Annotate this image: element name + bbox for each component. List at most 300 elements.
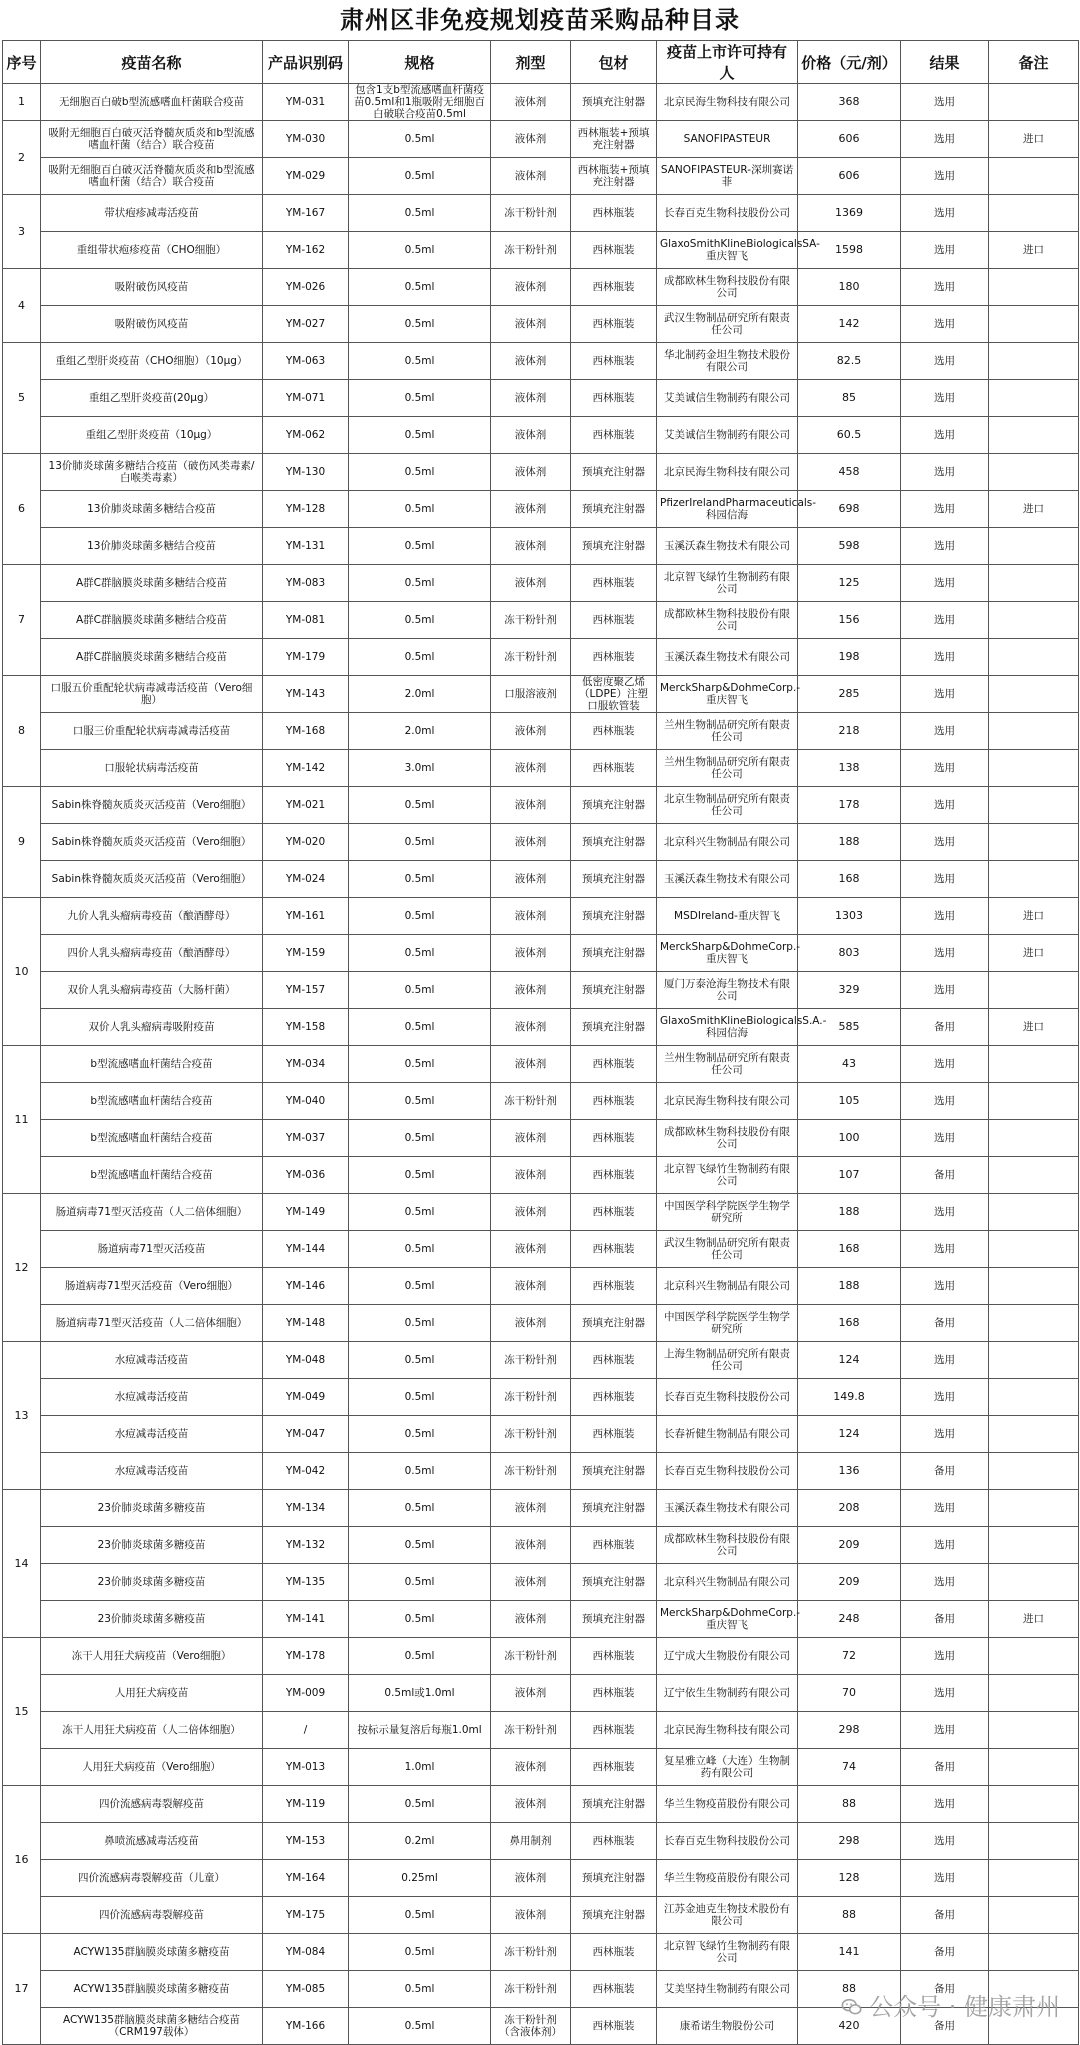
cell-license-holder: 长春百克生物科技股份公司 — [657, 195, 798, 232]
cell-product-code: YM-166 — [263, 2008, 349, 2045]
cell-vaccine-name: 人用狂犬病疫苗 — [41, 1675, 263, 1712]
cell-vaccine-name: ACYW135群脑膜炎球菌多糖结合疫苗（CRM197载体） — [41, 2008, 263, 2045]
cell-product-code: YM-132 — [263, 1527, 349, 1564]
table-row — [3, 1231, 1079, 1268]
cell-remark — [989, 1860, 1079, 1897]
cell-product-code: YM-071 — [263, 380, 349, 417]
cell-result: 选用 — [901, 121, 989, 158]
cell-packaging: 西林瓶装 — [571, 417, 657, 454]
table-row — [3, 750, 1079, 787]
cell-packaging: 预填充注射器 — [571, 1860, 657, 1897]
table-row — [3, 232, 1079, 269]
cell-dosage-form: 液体剂 — [491, 1490, 571, 1527]
cell-spec: 0.5ml — [349, 1786, 491, 1823]
cell-packaging: 预填充注射器 — [571, 861, 657, 898]
cell-packaging: 预填充注射器 — [571, 1897, 657, 1934]
table-row — [3, 1934, 1079, 1971]
cell-vaccine-name: 肠道病毒71型灭活疫苗（人二倍体细胞） — [41, 1194, 263, 1231]
cell-seq: 12 — [3, 1194, 41, 1342]
cell-price: 606 — [798, 158, 901, 195]
cell-packaging: 预填充注射器 — [571, 972, 657, 1009]
cell-dosage-form: 口服溶液剂 — [491, 676, 571, 713]
header-vaccine-name: 疫苗名称 — [41, 41, 263, 84]
cell-product-code: YM-164 — [263, 1860, 349, 1897]
cell-vaccine-name: 吸附破伤风疫苗 — [41, 306, 263, 343]
cell-remark — [989, 269, 1079, 306]
cell-dosage-form: 液体剂 — [491, 1268, 571, 1305]
cell-remark — [989, 454, 1079, 491]
cell-spec: 0.5ml — [349, 121, 491, 158]
cell-dosage-form: 液体剂 — [491, 1157, 571, 1194]
cell-result: 选用 — [901, 417, 989, 454]
cell-seq: 4 — [3, 269, 41, 343]
table-row — [3, 121, 1079, 158]
cell-price: 1598 — [798, 232, 901, 269]
cell-vaccine-name: 冻干人用狂犬病疫苗（人二倍体细胞） — [41, 1712, 263, 1749]
cell-remark — [989, 1268, 1079, 1305]
cell-spec: 0.5ml — [349, 454, 491, 491]
cell-product-code: YM-141 — [263, 1601, 349, 1638]
cell-license-holder: PfizerIrelandPharmaceuticals-科园信海 — [657, 491, 798, 528]
cell-spec: 0.5ml — [349, 1305, 491, 1342]
cell-result: 选用 — [901, 1120, 989, 1157]
cell-product-code: YM-084 — [263, 1934, 349, 1971]
cell-spec: 0.5ml — [349, 1601, 491, 1638]
cell-packaging: 预填充注射器 — [571, 528, 657, 565]
cell-dosage-form: 冻干粉针剂 — [491, 1453, 571, 1490]
table-row — [3, 1342, 1079, 1379]
watermark — [841, 1987, 1060, 2022]
table-row — [3, 343, 1079, 380]
cell-product-code: / — [263, 1712, 349, 1749]
cell-spec: 2.0ml — [349, 676, 491, 713]
table-row — [3, 1453, 1079, 1490]
cell-price: 298 — [798, 1712, 901, 1749]
cell-price: 248 — [798, 1601, 901, 1638]
cell-spec: 0.5ml或1.0ml — [349, 1675, 491, 1712]
cell-packaging: 西林瓶装 — [571, 1231, 657, 1268]
cell-result: 备用 — [901, 1009, 989, 1046]
cell-remark — [989, 565, 1079, 602]
cell-remark — [989, 972, 1079, 1009]
cell-result: 备用 — [901, 1601, 989, 1638]
table-row — [3, 1786, 1079, 1823]
table-row — [3, 454, 1079, 491]
cell-remark — [989, 1786, 1079, 1823]
cell-seq: 16 — [3, 1786, 41, 1934]
cell-price: 124 — [798, 1342, 901, 1379]
cell-dosage-form: 冻干粉针剂 — [491, 1971, 571, 2008]
cell-remark — [989, 195, 1079, 232]
cell-dosage-form: 冻干粉针剂 — [491, 1342, 571, 1379]
cell-remark — [989, 639, 1079, 676]
cell-product-code: YM-130 — [263, 454, 349, 491]
cell-vaccine-name: Sabin株脊髓灰质炎灭活疫苗（Vero细胞） — [41, 861, 263, 898]
cell-spec: 0.5ml — [349, 1934, 491, 1971]
cell-spec: 按标示量复溶后每瓶1.0ml — [349, 1712, 491, 1749]
cell-result: 备用 — [901, 2008, 989, 2045]
cell-product-code: YM-031 — [263, 84, 349, 121]
cell-product-code: YM-013 — [263, 1749, 349, 1786]
cell-price: 198 — [798, 639, 901, 676]
cell-product-code: YM-146 — [263, 1268, 349, 1305]
cell-price: 168 — [798, 1305, 901, 1342]
cell-dosage-form: 液体剂 — [491, 1046, 571, 1083]
cell-spec: 0.5ml — [349, 1971, 491, 2008]
cell-result: 选用 — [901, 1194, 989, 1231]
cell-license-holder: 武汉生物制品研究所有限责任公司 — [657, 1231, 798, 1268]
cell-result: 选用 — [901, 824, 989, 861]
cell-vaccine-name: 口服三价重配轮状病毒减毒活疫苗 — [41, 713, 263, 750]
cell-license-holder: 北京智飞绿竹生物制药有限公司 — [657, 565, 798, 602]
cell-spec: 0.5ml — [349, 602, 491, 639]
cell-price: 107 — [798, 1157, 901, 1194]
cell-remark: 进口 — [989, 1009, 1079, 1046]
cell-dosage-form: 液体剂 — [491, 121, 571, 158]
cell-result: 选用 — [901, 713, 989, 750]
cell-price: 168 — [798, 1231, 901, 1268]
cell-result: 选用 — [901, 639, 989, 676]
cell-remark: 进口 — [989, 232, 1079, 269]
cell-seq: 8 — [3, 676, 41, 787]
cell-license-holder: 北京科兴生物制品有限公司 — [657, 824, 798, 861]
cell-price: 458 — [798, 454, 901, 491]
cell-vaccine-name: 13价肺炎球菌多糖结合疫苗 — [41, 528, 263, 565]
cell-dosage-form: 冻干粉针剂 — [491, 1083, 571, 1120]
cell-remark — [989, 1416, 1079, 1453]
cell-license-holder: 兰州生物制品研究所有限责任公司 — [657, 750, 798, 787]
table-header-row — [3, 41, 1079, 84]
cell-result: 选用 — [901, 787, 989, 824]
table-row — [3, 972, 1079, 1009]
cell-seq: 11 — [3, 1046, 41, 1194]
cell-result: 选用 — [901, 1231, 989, 1268]
cell-seq: 1 — [3, 84, 41, 121]
cell-packaging: 西林瓶装 — [571, 1046, 657, 1083]
table-row — [3, 861, 1079, 898]
table-row — [3, 528, 1079, 565]
cell-product-code: YM-162 — [263, 232, 349, 269]
header-result: 结果 — [901, 41, 989, 84]
cell-price: 420 — [798, 2008, 901, 2045]
cell-remark — [989, 713, 1079, 750]
cell-license-holder: 辽宁成大生物股份有限公司 — [657, 1638, 798, 1675]
cell-result: 选用 — [901, 84, 989, 121]
cell-price: 88 — [798, 1897, 901, 1934]
cell-product-code: YM-024 — [263, 861, 349, 898]
cell-remark — [989, 1749, 1079, 1786]
cell-product-code: YM-179 — [263, 639, 349, 676]
cell-packaging: 预填充注射器 — [571, 454, 657, 491]
cell-packaging: 预填充注射器 — [571, 1786, 657, 1823]
table-row — [3, 195, 1079, 232]
cell-license-holder: 中国医学科学院医学生物学研究所 — [657, 1194, 798, 1231]
cell-result: 选用 — [901, 1712, 989, 1749]
cell-remark — [989, 861, 1079, 898]
table-row — [3, 1638, 1079, 1675]
cell-vaccine-name: 人用狂犬病疫苗（Vero细胞） — [41, 1749, 263, 1786]
cell-result: 备用 — [901, 1305, 989, 1342]
cell-vaccine-name: 23价肺炎球菌多糖疫苗 — [41, 1601, 263, 1638]
table-row — [3, 380, 1079, 417]
table-row — [3, 1749, 1079, 1786]
table-row — [3, 1305, 1079, 1342]
cell-packaging: 西林瓶装 — [571, 1823, 657, 1860]
header-seq: 序号 — [3, 41, 41, 84]
cell-dosage-form: 冻干粉针剂 — [491, 639, 571, 676]
table-row — [3, 565, 1079, 602]
cell-product-code: YM-158 — [263, 1009, 349, 1046]
cell-dosage-form: 冻干粉针剂 — [491, 195, 571, 232]
cell-result: 选用 — [901, 232, 989, 269]
cell-remark — [989, 1823, 1079, 1860]
cell-dosage-form: 液体剂 — [491, 84, 571, 121]
cell-packaging: 低密度聚乙烯（LDPE）注塑口服软管装 — [571, 676, 657, 713]
cell-packaging: 预填充注射器 — [571, 898, 657, 935]
cell-result: 选用 — [901, 306, 989, 343]
cell-vaccine-name: 23价肺炎球菌多糖疫苗 — [41, 1527, 263, 1564]
cell-product-code: YM-168 — [263, 713, 349, 750]
cell-price: 60.5 — [798, 417, 901, 454]
cell-dosage-form: 液体剂 — [491, 528, 571, 565]
cell-dosage-form: 液体剂 — [491, 158, 571, 195]
cell-vaccine-name: 肠道病毒71型灭活疫苗（Vero细胞） — [41, 1268, 263, 1305]
cell-spec: 0.5ml — [349, 565, 491, 602]
cell-spec: 0.5ml — [349, 343, 491, 380]
cell-license-holder: 北京生物制品研究所有限责任公司 — [657, 787, 798, 824]
cell-packaging: 西林瓶装 — [571, 1416, 657, 1453]
cell-product-code: YM-037 — [263, 1120, 349, 1157]
cell-price: 72 — [798, 1638, 901, 1675]
cell-price: 1303 — [798, 898, 901, 935]
cell-packaging: 西林瓶装 — [571, 639, 657, 676]
cell-dosage-form: 液体剂 — [491, 454, 571, 491]
cell-license-holder: 北京民海生物科技有限公司 — [657, 1712, 798, 1749]
cell-dosage-form: 液体剂 — [491, 935, 571, 972]
cell-vaccine-name: b型流感嗜血杆菌结合疫苗 — [41, 1157, 263, 1194]
cell-product-code: YM-143 — [263, 676, 349, 713]
cell-spec: 0.5ml — [349, 380, 491, 417]
table-row — [3, 306, 1079, 343]
cell-seq: 6 — [3, 454, 41, 565]
cell-price: 105 — [798, 1083, 901, 1120]
cell-result: 选用 — [901, 565, 989, 602]
cell-remark: 进口 — [989, 1601, 1079, 1638]
cell-packaging: 西林瓶装 — [571, 380, 657, 417]
header-remark: 备注 — [989, 41, 1079, 84]
cell-dosage-form: 冻干粉针剂（含液体剂） — [491, 2008, 571, 2045]
cell-product-code: YM-030 — [263, 121, 349, 158]
cell-vaccine-name: 四价流感病毒裂解疫苗 — [41, 1786, 263, 1823]
cell-spec: 0.5ml — [349, 1490, 491, 1527]
cell-result: 选用 — [901, 1786, 989, 1823]
cell-spec: 0.5ml — [349, 1453, 491, 1490]
cell-price: 70 — [798, 1675, 901, 1712]
cell-result: 备用 — [901, 1897, 989, 1934]
cell-vaccine-name: 吸附无细胞百白破灭活脊髓灰质炎和b型流感嗜血杆菌（结合）联合疫苗 — [41, 121, 263, 158]
cell-product-code: YM-131 — [263, 528, 349, 565]
cell-spec: 0.5ml — [349, 1638, 491, 1675]
cell-dosage-form: 液体剂 — [491, 491, 571, 528]
cell-product-code: YM-159 — [263, 935, 349, 972]
table-row — [3, 1897, 1079, 1934]
cell-license-holder: 成都欧林生物科技股份有限公司 — [657, 1527, 798, 1564]
cell-product-code: YM-042 — [263, 1453, 349, 1490]
cell-spec: 0.5ml — [349, 1416, 491, 1453]
table-row — [3, 1527, 1079, 1564]
cell-remark — [989, 750, 1079, 787]
cell-vaccine-name: 肠道病毒71型灭活疫苗 — [41, 1231, 263, 1268]
vaccine-table — [2, 40, 1079, 2045]
table-row — [3, 1601, 1079, 1638]
cell-remark — [989, 1638, 1079, 1675]
cell-price: 128 — [798, 1860, 901, 1897]
cell-vaccine-name: 无细胞百白破b型流感嗜血杆菌联合疫苗 — [41, 84, 263, 121]
cell-dosage-form: 冻干粉针剂 — [491, 1712, 571, 1749]
cell-result: 选用 — [901, 343, 989, 380]
cell-remark — [989, 824, 1079, 861]
cell-license-holder: 北京民海生物科技有限公司 — [657, 454, 798, 491]
cell-spec: 0.5ml — [349, 1897, 491, 1934]
header-license-holder: 疫苗上市许可持有人 — [657, 41, 798, 84]
cell-price: 585 — [798, 1009, 901, 1046]
cell-result: 选用 — [901, 1638, 989, 1675]
cell-vaccine-name: A群C群脑膜炎球菌多糖结合疫苗 — [41, 639, 263, 676]
cell-product-code: YM-048 — [263, 1342, 349, 1379]
table-row — [3, 1120, 1079, 1157]
cell-vaccine-name: 23价肺炎球菌多糖疫苗 — [41, 1490, 263, 1527]
cell-packaging: 预填充注射器 — [571, 824, 657, 861]
cell-remark — [989, 1379, 1079, 1416]
cell-price: 149.8 — [798, 1379, 901, 1416]
cell-spec: 0.5ml — [349, 1194, 491, 1231]
cell-spec: 3.0ml — [349, 750, 491, 787]
cell-spec: 0.5ml — [349, 824, 491, 861]
cell-remark — [989, 602, 1079, 639]
cell-product-code: YM-144 — [263, 1231, 349, 1268]
cell-dosage-form: 液体剂 — [491, 1305, 571, 1342]
cell-dosage-form: 液体剂 — [491, 1897, 571, 1934]
cell-packaging: 西林瓶装 — [571, 1194, 657, 1231]
table-row — [3, 602, 1079, 639]
cell-packaging: 预填充注射器 — [571, 1601, 657, 1638]
cell-license-holder: 玉溪沃森生物技术有限公司 — [657, 1490, 798, 1527]
cell-remark — [989, 1342, 1079, 1379]
cell-license-holder: MerckSharp&DohmeCorp.-重庆智飞 — [657, 676, 798, 713]
cell-remark — [989, 528, 1079, 565]
cell-result: 备用 — [901, 1749, 989, 1786]
cell-price: 803 — [798, 935, 901, 972]
cell-packaging: 预填充注射器 — [571, 935, 657, 972]
cell-license-holder: SANOFIPASTEUR — [657, 121, 798, 158]
watermark-text: 公众号 · 健康肃州 — [869, 1993, 1060, 2021]
cell-dosage-form: 冻干粉针剂 — [491, 1638, 571, 1675]
cell-product-code: YM-081 — [263, 602, 349, 639]
cell-spec: 0.5ml — [349, 528, 491, 565]
cell-license-holder: 艾美诚信生物制药有限公司 — [657, 417, 798, 454]
cell-result: 选用 — [901, 1564, 989, 1601]
cell-remark — [989, 1120, 1079, 1157]
cell-spec: 0.5ml — [349, 861, 491, 898]
cell-price: 329 — [798, 972, 901, 1009]
cell-packaging: 西林瓶装 — [571, 1379, 657, 1416]
cell-spec: 0.5ml — [349, 1527, 491, 1564]
header-spec: 规格 — [349, 41, 491, 84]
cell-packaging: 西林瓶装 — [571, 1638, 657, 1675]
cell-packaging: 西林瓶装+预填充注射器 — [571, 158, 657, 195]
table-row — [3, 1490, 1079, 1527]
cell-result: 选用 — [901, 454, 989, 491]
cell-price: 285 — [798, 676, 901, 713]
cell-spec: 0.5ml — [349, 787, 491, 824]
cell-packaging: 西林瓶装 — [571, 1934, 657, 1971]
cell-spec: 0.25ml — [349, 1860, 491, 1897]
cell-remark: 进口 — [989, 935, 1079, 972]
cell-vaccine-name: b型流感嗜血杆菌结合疫苗 — [41, 1083, 263, 1120]
cell-result: 选用 — [901, 1416, 989, 1453]
cell-seq: 14 — [3, 1490, 41, 1638]
cell-vaccine-name: 吸附破伤风疫苗 — [41, 269, 263, 306]
cell-vaccine-name: 四价人乳头瘤病毒疫苗（酿酒酵母） — [41, 935, 263, 972]
cell-spec: 0.5ml — [349, 1231, 491, 1268]
cell-license-holder: 江苏金迪克生物技术股份有限公司 — [657, 1897, 798, 1934]
cell-dosage-form: 冻干粉针剂 — [491, 1416, 571, 1453]
cell-product-code: YM-135 — [263, 1564, 349, 1601]
cell-seq: 15 — [3, 1638, 41, 1786]
cell-remark: 进口 — [989, 491, 1079, 528]
cell-vaccine-name: ACYW135群脑膜炎球菌多糖疫苗 — [41, 1934, 263, 1971]
cell-packaging: 西林瓶装 — [571, 195, 657, 232]
cell-price: 188 — [798, 1268, 901, 1305]
cell-dosage-form: 液体剂 — [491, 713, 571, 750]
table-row — [3, 1712, 1079, 1749]
cell-packaging: 预填充注射器 — [571, 1564, 657, 1601]
cell-license-holder: 艾美坚持生物制药有限公司 — [657, 1971, 798, 2008]
cell-dosage-form: 液体剂 — [491, 565, 571, 602]
cell-vaccine-name: 重组乙型肝炎疫苗（CHO细胞）（10μg） — [41, 343, 263, 380]
cell-remark: 进口 — [989, 121, 1079, 158]
cell-vaccine-name: b型流感嗜血杆菌结合疫苗 — [41, 1120, 263, 1157]
table-row — [3, 639, 1079, 676]
cell-packaging: 预填充注射器 — [571, 1490, 657, 1527]
cell-license-holder: 玉溪沃森生物技术有限公司 — [657, 861, 798, 898]
cell-remark — [989, 1675, 1079, 1712]
cell-spec: 0.5ml — [349, 491, 491, 528]
cell-result: 选用 — [901, 380, 989, 417]
table-row — [3, 1268, 1079, 1305]
cell-spec: 0.5ml — [349, 417, 491, 454]
cell-spec: 1.0ml — [349, 1749, 491, 1786]
cell-license-holder: 辽宁依生生物制药有限公司 — [657, 1675, 798, 1712]
cell-dosage-form: 冻干粉针剂 — [491, 1379, 571, 1416]
cell-price: 188 — [798, 1194, 901, 1231]
cell-remark — [989, 1453, 1079, 1490]
cell-price: 606 — [798, 121, 901, 158]
cell-result: 选用 — [901, 1527, 989, 1564]
table-row — [3, 1860, 1079, 1897]
cell-product-code: YM-083 — [263, 565, 349, 602]
cell-license-holder: 长春百克生物科技股份公司 — [657, 1379, 798, 1416]
cell-remark — [989, 787, 1079, 824]
cell-packaging: 西林瓶装 — [571, 1268, 657, 1305]
cell-dosage-form: 液体剂 — [491, 1120, 571, 1157]
cell-packaging: 西林瓶装 — [571, 1157, 657, 1194]
table-row — [3, 1194, 1079, 1231]
cell-license-holder: 北京科兴生物制品有限公司 — [657, 1564, 798, 1601]
cell-result: 选用 — [901, 935, 989, 972]
cell-result: 选用 — [901, 158, 989, 195]
cell-license-holder: GlaxoSmithKlineBiologicalsS.A.-科园信海 — [657, 1009, 798, 1046]
